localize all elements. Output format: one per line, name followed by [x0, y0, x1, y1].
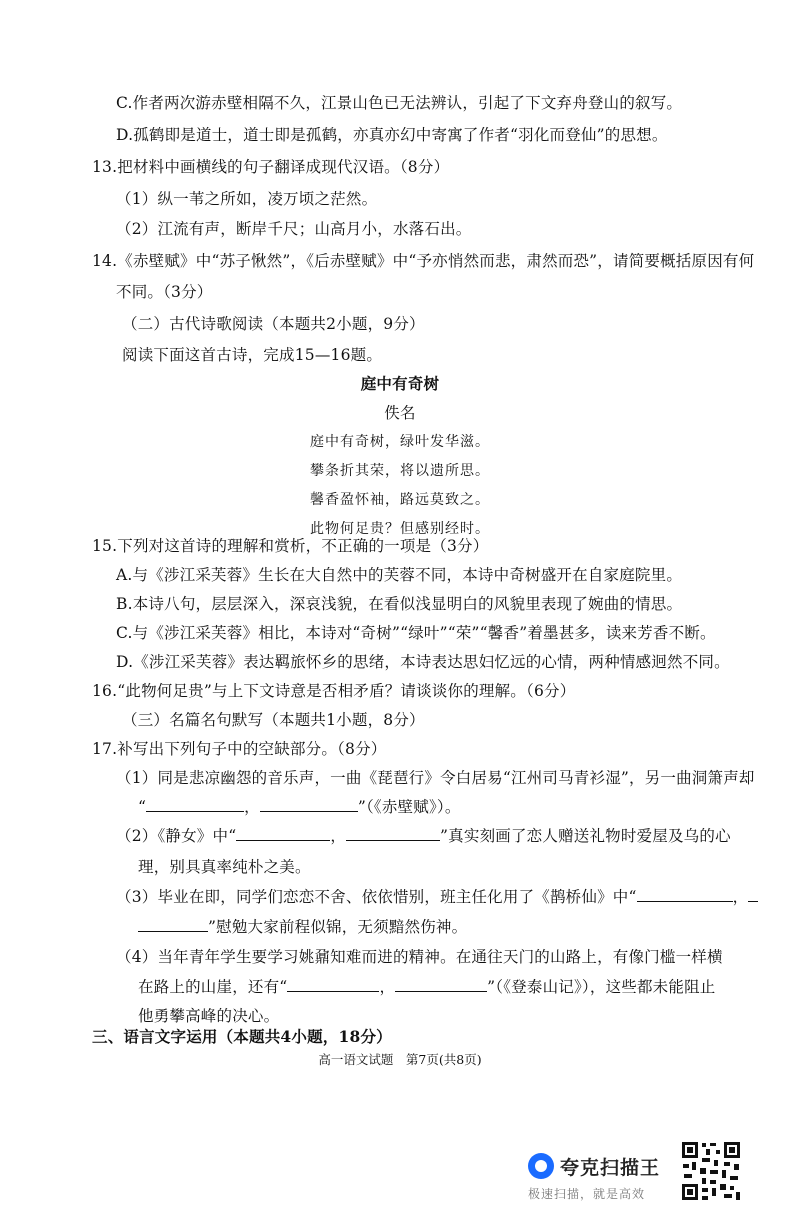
- q15-option-a: A.与《涉江采芙蓉》生长在大自然中的芙蓉不同，本诗中奇树盛开在自家庭院里。: [116, 566, 683, 584]
- q17-item-1-line2: [138, 796, 461, 818]
- qr-code-icon: [680, 1140, 742, 1202]
- q15-option-d: D.《涉江采芙蓉》表达羁旅怀乡的思绪，本诗表达思妇忆远的心情，两种情感迥然不同。: [116, 653, 730, 671]
- q12-option-c: C.作者两次游赤壁相隔不久，江景山色已无法辨认，引起了下文弃舟登山的叙写。: [116, 94, 683, 112]
- item-prefix: （3）毕业在即，同学们恋恋不舍、依依惜别，班主任化用了《鹊桥仙》中“: [116, 888, 637, 906]
- poem-author: 佚名: [384, 404, 416, 422]
- q15-option-c: C.与《涉江采芙蓉》相比，本诗对“奇树”“绿叶”“荣”“馨香”着墨甚多，读来芳香不断。: [116, 624, 716, 642]
- fill-blank-6-end: [138, 917, 208, 932]
- q12-option-d: D.孤鹤即是道士，道士即是孤鹤，亦真亦幻中寄寓了作者“羽化而登仙”的思想。: [116, 126, 668, 144]
- comma: ，: [244, 798, 260, 816]
- fill-blank-3: [236, 826, 330, 841]
- section-3-heading: （三）名篇名句默写（本题共1小题，8分）: [122, 711, 425, 729]
- item-suffix: ”（《登泰山记》），这些都未能阻止: [487, 978, 716, 996]
- item-suffix: ”真实刻画了恋人赠送礼物时爱屋及乌的心: [440, 827, 731, 845]
- comma: ，: [330, 827, 347, 845]
- fill-blank-6-start: [748, 887, 758, 902]
- comma: ，: [379, 978, 396, 996]
- fill-blank-2: [260, 797, 358, 812]
- fill-blank-4: [346, 826, 440, 841]
- fill-blank-7: [287, 977, 379, 992]
- q17-item-3-line1: [116, 886, 758, 908]
- poem-title: 庭中有奇树: [360, 374, 440, 393]
- source-ref: ”（《赤壁赋》）。: [357, 798, 461, 816]
- page-footer: 高一语文试题 第7页(共8页): [318, 1052, 482, 1067]
- q15-stem: 15.下列对这首诗的理解和赏析，不正确的一项是（3分）: [92, 537, 489, 555]
- fill-blank-8: [395, 977, 487, 992]
- fill-blank-5: [637, 887, 733, 902]
- q14-stem-line1: 14.《赤壁赋》中“苏子愀然”，《后赤壁赋》中“予亦悄然而悲，肃然而恐”，请简要概括原因有何: [92, 252, 755, 270]
- q17-item-4-line1: （4）当年青年学生要学习姚鼐知难而进的精神。在通往天门的山路上，有像门槛一样横: [116, 948, 723, 966]
- q15-option-b: B.本诗八句，层层深入，深哀浅貌，在看似浅显明白的风貌里表现了婉曲的情思。: [116, 595, 683, 613]
- q17-item-2-line1: [116, 825, 731, 847]
- comma: ，: [732, 888, 749, 906]
- scanner-brand-name: 夸克扫描王: [560, 1157, 661, 1179]
- poem-line-2: 攀条折其荣，将以遗所思。: [310, 463, 490, 479]
- scanner-watermark: [528, 1147, 678, 1207]
- q16-stem: 16.“此物何足贵”与上下文诗意是否相矛盾？请谈谈你的理解。（6分）: [92, 682, 576, 700]
- fill-blank-1: [146, 797, 244, 812]
- scanner-slogan: 极速扫描，就是高效: [528, 1187, 646, 1201]
- q17-stem: 17.补写出下列句子中的空缺部分。（8分）: [92, 740, 387, 758]
- q17-item-4-line3: 他勇攀高峰的决心。: [138, 1007, 280, 1025]
- q13-sentence-2: （2）江流有声，断岸千尺；山高月小，水落石出。: [116, 220, 472, 238]
- item-suffix: ”慰勉大家前程似锦，无须黯然伤神。: [208, 918, 468, 936]
- q13-sentence-1: （1）纵一苇之所如，凌万顷之茫然。: [116, 190, 378, 208]
- scanner-logo-icon: [528, 1153, 554, 1179]
- poem-line-1: 庭中有奇树，绿叶发华滋。: [310, 434, 490, 450]
- q14-stem-line2: 不同。（3分）: [116, 283, 213, 301]
- poem-line-4: 此物何足贵？但感别经时。: [310, 521, 490, 537]
- item-prefix: （2）《静女》中“: [116, 827, 237, 845]
- item-prefix: 在路上的山崖，还有“: [138, 978, 288, 996]
- q13-stem: 13.把材料中画横线的句子翻译成现代汉语。（8分）: [92, 158, 450, 176]
- q17-item-3-line2: [138, 916, 467, 938]
- part-3-heading: 三、语言文字运用（本题共4小题，18分）: [92, 1027, 392, 1046]
- section-2-instruction: 阅读下面这首古诗，完成15—16题。: [122, 346, 383, 364]
- q17-item-2-line2: 理，别具真率纯朴之美。: [138, 858, 311, 876]
- q17-item-1-line1: （1）同是悲凉幽怨的音乐声，一曲《琵琶行》令白居易“江州司马青衫湿”，另一曲洞箫声却: [116, 769, 755, 787]
- section-2-heading: （二）古代诗歌阅读（本题共2小题，9分）: [122, 315, 425, 333]
- quote-open: “: [138, 798, 147, 816]
- q17-item-4-line2: [138, 976, 715, 998]
- poem-line-3: 馨香盈怀袖，路远莫致之。: [310, 492, 490, 508]
